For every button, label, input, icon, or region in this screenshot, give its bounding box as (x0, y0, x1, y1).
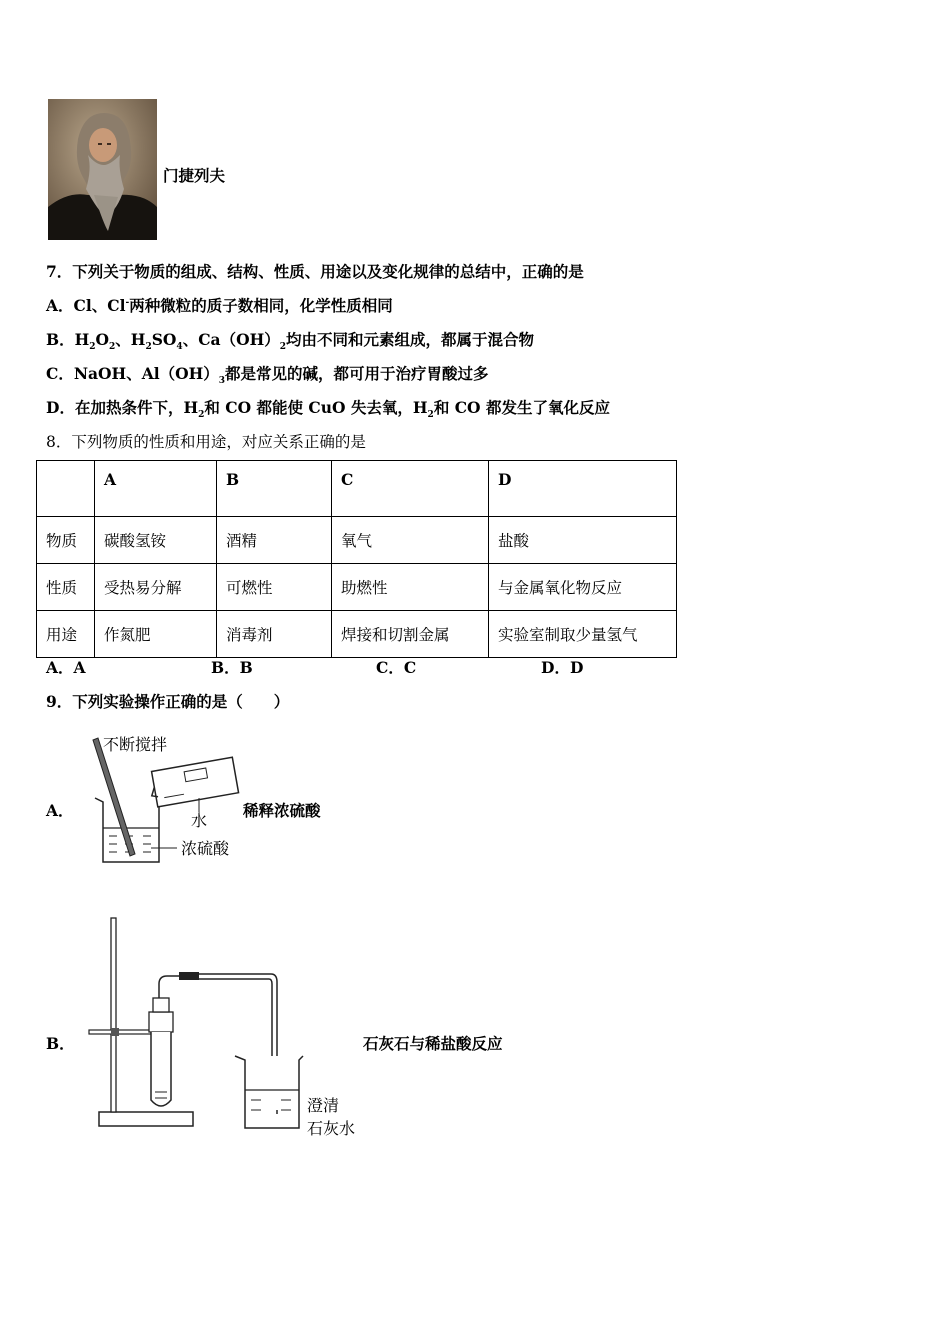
table-cell: 用途 (37, 611, 95, 658)
table-cell: 物质 (37, 517, 95, 564)
label-stir: 不断搅拌 (103, 735, 168, 754)
q7-stem: 7．下列关于物质的组成、结构、性质、用途以及变化规律的总结中，正确的是 (46, 262, 584, 281)
portrait-caption: 门捷列夫 (163, 166, 226, 185)
q9-stem: 9．下列实验操作正确的是（ ） (46, 692, 290, 711)
table-cell: 与金属氧化物反应 (489, 564, 677, 611)
label-conc-acid: 浓硫酸 (181, 839, 230, 858)
table-cell: 作氮肥 (95, 611, 217, 658)
q8-choice-a: A．A (46, 658, 86, 677)
mendeleev-portrait (48, 99, 157, 240)
q9-option-a-caption: 稀释浓硫酸 (243, 801, 321, 820)
table-row (37, 611, 677, 658)
q9-option-b-letter: B． (46, 1034, 75, 1053)
q7-option-a: A．Cl、Cl-两种微粒的质子数相同，化学性质相同 (46, 296, 393, 315)
table-cell: 碳酸氢铵 (95, 517, 217, 564)
q7-option-b: B．$H_2O_2$、$H_2SO_4$、$Ca(OH)_2$均由不同和元素组成，都属于混合物 (46, 330, 534, 353)
table-cell: 消毒剂 (217, 611, 332, 658)
table-row (37, 461, 677, 517)
label-clear: 澄清 (307, 1096, 340, 1115)
limestone-reaction-diagram (85, 914, 365, 1144)
table-cell: 酒精 (217, 517, 332, 564)
table-cell: B (217, 461, 332, 517)
q8-table (36, 460, 677, 658)
table-cell: 性质 (37, 564, 95, 611)
table-cell: D (489, 461, 677, 517)
label-limewater: 石灰水 (307, 1119, 356, 1138)
q8-choice-d: D．D (541, 658, 584, 677)
table-cell: 实验室制取少量氢气 (489, 611, 677, 658)
table-row (37, 517, 677, 564)
label-water: 水 (191, 811, 208, 830)
q9-option-b-caption: 石灰石与稀盐酸反应 (363, 1034, 503, 1053)
portrait-image (48, 99, 157, 240)
q8-choice-c: C．C (376, 658, 417, 677)
table-cell: 可燃性 (217, 564, 332, 611)
q8-stem: 8．下列物质的性质和用途，对应关系正确的是 (46, 433, 366, 451)
q9-option-a-letter: A． (46, 801, 74, 820)
table-cell: 助燃性 (332, 564, 489, 611)
table-cell: 盐酸 (489, 517, 677, 564)
table-cell: 受热易分解 (95, 564, 217, 611)
table-cell: 氧气 (332, 517, 489, 564)
dilute-acid-diagram (85, 728, 245, 868)
table-cell: A (95, 461, 217, 517)
table-row (37, 564, 677, 611)
q8-choice-b: B．B (211, 658, 253, 677)
q7-option-d: D．在加热条件下，$H_2$和 CO 都能使 CuO 失去氧，$H_2$和 CO 都发生了氧化反应 (46, 398, 610, 421)
table-cell: C (332, 461, 489, 517)
table-cell: 焊接和切割金属 (332, 611, 489, 658)
table-cell (37, 461, 95, 517)
q7-option-c: C．NaOH、$Al(OH)_3$都是常见的碱，都可用于治疗胃酸过多 (46, 364, 489, 387)
